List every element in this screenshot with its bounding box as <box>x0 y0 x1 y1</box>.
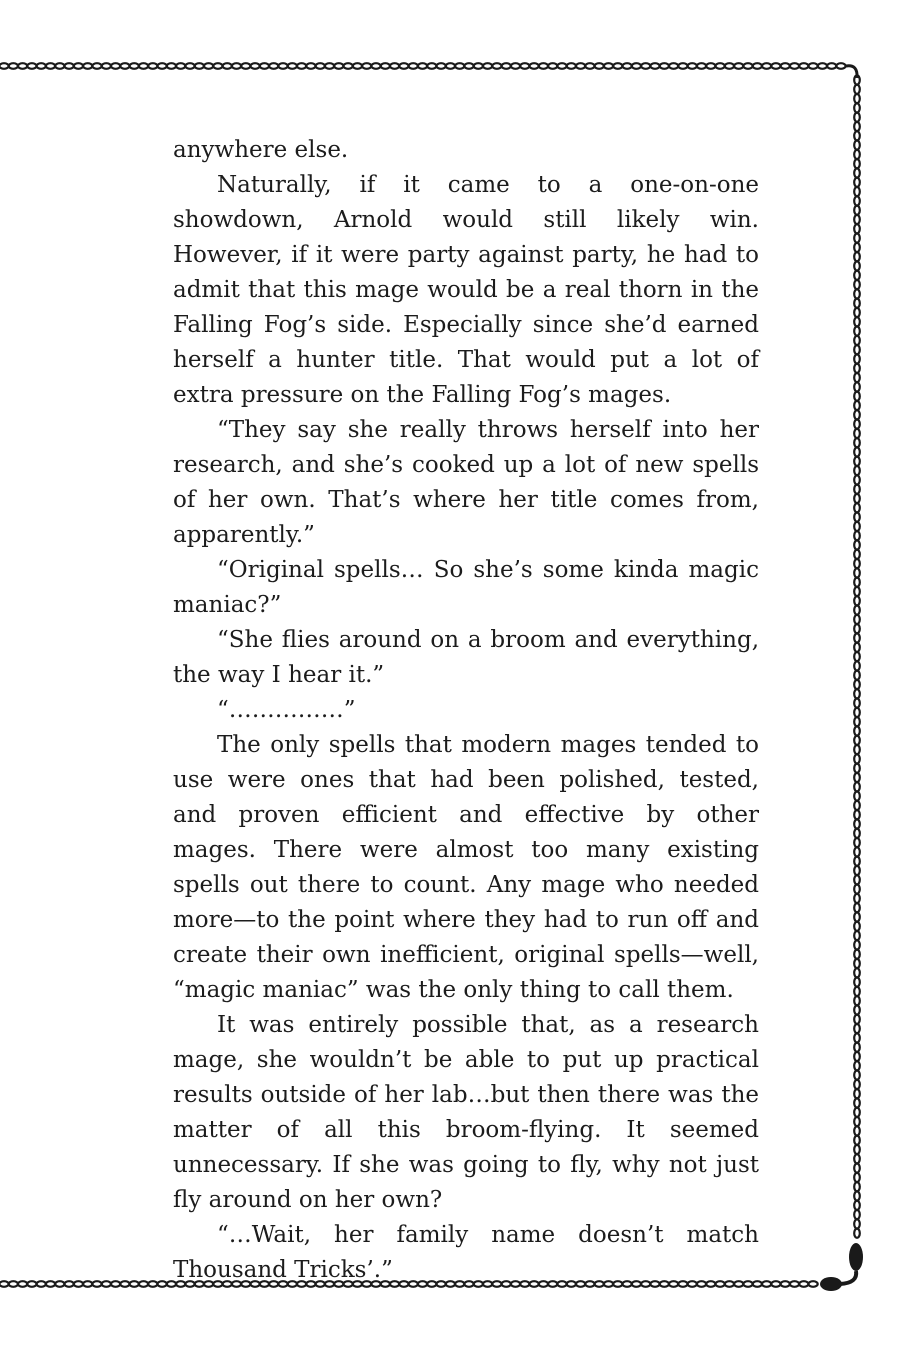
chain-link <box>854 187 860 196</box>
chain-link <box>464 63 473 69</box>
chain-link <box>158 63 167 69</box>
chain-link <box>854 857 860 866</box>
chain-link <box>762 63 771 69</box>
chain-link <box>623 63 632 69</box>
chain-link <box>854 829 860 838</box>
chain-link <box>120 63 129 69</box>
chain-link <box>854 494 860 503</box>
chain-link <box>74 63 83 69</box>
chain-link <box>854 531 860 540</box>
chain-link <box>854 466 860 475</box>
chain-link <box>854 234 860 243</box>
chain-link <box>576 63 585 69</box>
chain-link <box>55 63 64 69</box>
paragraph: “…Wait, her family name doesn’t match Thousand Tricks’.” <box>173 1222 759 1283</box>
chain-link <box>288 63 297 69</box>
paragraph: “……………” <box>217 697 356 723</box>
chain-link <box>854 801 860 810</box>
chain-link <box>306 63 315 69</box>
chain-link <box>223 63 232 69</box>
chain-link <box>65 1281 74 1287</box>
chain-link <box>344 63 353 69</box>
paragraph: “They say she really throws herself into her research, and she’s cooked up a lot of new spells of her own. That’s where her title comes from, apparently.” <box>173 417 759 548</box>
chain-link <box>83 1281 92 1287</box>
chain-link <box>854 633 860 642</box>
paragraph: “Original spells… So she’s some kinda magic maniac?” <box>173 557 759 618</box>
chain-link <box>130 1281 139 1287</box>
chain-link <box>854 940 860 949</box>
chain-link <box>195 63 204 69</box>
chain-link <box>854 345 860 354</box>
chain-link <box>854 401 860 410</box>
chain-link <box>632 63 641 69</box>
chain-link <box>809 1281 818 1287</box>
chain-link <box>854 810 860 819</box>
chain-link <box>102 63 111 69</box>
chain-link <box>854 615 860 624</box>
chain-link <box>325 63 334 69</box>
chain-link <box>818 63 827 69</box>
chain-link <box>790 63 799 69</box>
chain-link <box>139 1281 148 1287</box>
chain-link <box>771 63 780 69</box>
chain-link <box>278 63 287 69</box>
chain-link <box>854 392 860 401</box>
chain-link <box>55 1281 64 1287</box>
chain-link <box>854 1210 860 1219</box>
page-text <box>173 133 759 1288</box>
chain-link <box>854 736 860 745</box>
chain-link <box>854 94 860 103</box>
chain-link <box>854 1154 860 1163</box>
chain-link <box>854 447 860 456</box>
chain-link <box>297 63 306 69</box>
chain-link <box>854 550 860 559</box>
chain-link <box>399 63 408 69</box>
chain-link <box>854 1201 860 1210</box>
chain-link <box>158 1281 167 1287</box>
chain-link <box>9 1281 18 1287</box>
chain-link <box>854 1033 860 1042</box>
chain-link <box>836 63 845 69</box>
chain-link <box>854 559 860 568</box>
chain-link <box>641 63 650 69</box>
chain-link <box>854 308 860 317</box>
chain-link <box>92 1281 101 1287</box>
chain-link <box>511 63 520 69</box>
chain-link <box>716 63 725 69</box>
chain-link <box>854 252 860 261</box>
chain-link <box>854 1126 860 1135</box>
chain-link <box>167 63 176 69</box>
chain-link <box>854 475 860 484</box>
chain-link <box>854 847 860 856</box>
chain-link <box>854 457 860 466</box>
chain-link <box>854 317 860 326</box>
chain-link <box>854 131 860 140</box>
chain-link <box>854 1043 860 1052</box>
chain-link <box>176 63 185 69</box>
chain-link <box>799 1281 808 1287</box>
chain-link <box>854 987 860 996</box>
chain-link <box>854 1136 860 1145</box>
chain-link <box>530 63 539 69</box>
chain-link <box>232 63 241 69</box>
chain-link <box>585 63 594 69</box>
chain-link <box>854 950 860 959</box>
chain-link <box>854 1024 860 1033</box>
chain-link <box>446 63 455 69</box>
chain-border-top <box>0 63 846 69</box>
chain-link <box>854 289 860 298</box>
chain-link <box>854 196 860 205</box>
chain-link <box>854 885 860 894</box>
chain-link <box>854 1098 860 1107</box>
chain-link <box>854 680 860 689</box>
chain-link <box>854 261 860 270</box>
chain-link <box>567 63 576 69</box>
chain-link <box>781 1281 790 1287</box>
chain-link <box>120 1281 129 1287</box>
chain-link <box>854 996 860 1005</box>
chain-link <box>854 661 860 670</box>
chain-link <box>854 1108 860 1117</box>
chain-link <box>83 63 92 69</box>
chain-link <box>706 63 715 69</box>
chain-link <box>854 485 860 494</box>
chain-end-pendant <box>849 1243 863 1271</box>
chain-link <box>455 63 464 69</box>
chain-link <box>362 63 371 69</box>
chain-link <box>854 354 860 363</box>
chain-link <box>854 168 860 177</box>
chain-link <box>371 63 380 69</box>
chain-link <box>409 63 418 69</box>
chain-link <box>854 1173 860 1182</box>
chain-link <box>260 63 269 69</box>
chain-link <box>854 875 860 884</box>
chain-link <box>269 63 278 69</box>
chain-link <box>148 63 157 69</box>
chain-link <box>854 1005 860 1014</box>
chain-link <box>854 978 860 987</box>
chain-link <box>854 159 860 168</box>
chain-link <box>854 764 860 773</box>
chain-link <box>781 63 790 69</box>
chain-link <box>854 568 860 577</box>
chain-link <box>854 745 860 754</box>
chain-link <box>854 1080 860 1089</box>
chain-link <box>854 503 860 512</box>
chain-link <box>37 1281 46 1287</box>
chain-link <box>827 63 836 69</box>
chain-link <box>92 63 101 69</box>
chain-link <box>854 336 860 345</box>
chain-link <box>854 699 860 708</box>
paragraph: Naturally, if it came to a one-on-one showdown, Arnold would still likely win. However, if it were party against party, he had to admit that this mage would be a real thorn in the Falling Fog’s side. Especially since she’d earned herself a hunter title. That would put a lot of extra pressure on the Falling Fog’s mages. <box>173 172 759 408</box>
chain-link <box>557 63 566 69</box>
chain-link <box>0 1281 9 1287</box>
chain-link <box>854 959 860 968</box>
chain-link <box>854 1164 860 1173</box>
chain-link <box>130 63 139 69</box>
chain-link <box>854 643 860 652</box>
chain-link <box>854 178 860 187</box>
chain-link <box>854 717 860 726</box>
chain-link <box>854 1182 860 1191</box>
chain-link <box>251 63 260 69</box>
chain-link <box>854 1117 860 1126</box>
chain-link <box>418 63 427 69</box>
chain-link <box>854 103 860 112</box>
chain-link <box>854 792 860 801</box>
chain-link <box>520 63 529 69</box>
chain-link <box>734 63 743 69</box>
paragraph: It was entirely possible that, as a research mage, she wouldn’t be able to put up practical results outside of her lab…but then there was the matter of all this broom-flying. It seemed unnecessary. If she was going to fly, why not just fly around on her own? <box>173 1012 759 1213</box>
chain-link <box>854 652 860 661</box>
chain-link <box>799 63 808 69</box>
chain-link <box>854 1191 860 1200</box>
chain-link <box>854 587 860 596</box>
chain-link <box>213 63 222 69</box>
chain-border-right <box>854 75 860 1237</box>
chain-link <box>474 63 483 69</box>
chain-link <box>854 866 860 875</box>
chain-link <box>854 1145 860 1154</box>
chain-link <box>678 63 687 69</box>
chain-link <box>381 63 390 69</box>
chain-link <box>483 63 492 69</box>
chain-link <box>854 540 860 549</box>
chain-link <box>854 912 860 921</box>
chain-link <box>390 63 399 69</box>
chain-end-link <box>820 1277 842 1291</box>
chain-end-hook <box>840 1271 856 1284</box>
chain-link <box>854 838 860 847</box>
chain-link <box>854 1071 860 1080</box>
chain-link <box>854 1219 860 1228</box>
chain-link <box>854 624 860 633</box>
chain-link <box>111 63 120 69</box>
chain-link <box>854 689 860 698</box>
chain-link <box>854 1015 860 1024</box>
chain-link <box>725 63 734 69</box>
chain-link <box>854 382 860 391</box>
chain-link <box>854 578 860 587</box>
chain-link <box>854 773 860 782</box>
chain-link <box>9 63 18 69</box>
chain-link <box>854 122 860 131</box>
chain-link <box>854 280 860 289</box>
chain-link <box>854 1089 860 1098</box>
chain-link <box>854 141 860 150</box>
chain-link <box>854 299 860 308</box>
chain-link <box>809 63 818 69</box>
chain-link <box>27 1281 36 1287</box>
chain-link <box>854 606 860 615</box>
chain-link <box>854 271 860 280</box>
chain-link <box>46 1281 55 1287</box>
chain-link <box>854 420 860 429</box>
chain-link <box>854 931 860 940</box>
chain-link <box>854 215 860 224</box>
chain-link <box>427 63 436 69</box>
chain-link <box>854 243 860 252</box>
chain-link <box>241 63 250 69</box>
chain-link <box>854 903 860 912</box>
chain-link <box>762 1281 771 1287</box>
chain-link <box>854 429 860 438</box>
chain-link <box>854 410 860 419</box>
chain-link <box>353 63 362 69</box>
chain-link <box>613 63 622 69</box>
chain-link <box>604 63 613 69</box>
chain-link <box>204 63 213 69</box>
chain-link <box>548 63 557 69</box>
chain-link <box>27 63 36 69</box>
chain-link <box>854 1061 860 1070</box>
chain-link <box>102 1281 111 1287</box>
chain-link <box>753 63 762 69</box>
chain-link <box>854 373 860 382</box>
chain-link <box>854 726 860 735</box>
chain-link <box>854 327 860 336</box>
chain-link <box>334 63 343 69</box>
chain-link <box>854 364 860 373</box>
chain-link <box>854 522 860 531</box>
chain-link <box>65 63 74 69</box>
chain-link <box>492 63 501 69</box>
chain-link <box>46 63 55 69</box>
chain-link <box>854 708 860 717</box>
chain-link <box>854 922 860 931</box>
chain-link <box>185 63 194 69</box>
chain-link <box>111 1281 120 1287</box>
chain-link <box>688 63 697 69</box>
chain-link <box>37 63 46 69</box>
chain-link <box>697 63 706 69</box>
chain-link <box>854 113 860 122</box>
chain-link <box>854 671 860 680</box>
paragraph: The only spells that modern mages tended to use were ones that had been polished, tested, and proven efficient and effective by other mages. There were almost too many existing spells out there to count. Any mage who needed more—to the point where they had to run off and create their own inefficient, original spells—well, “magic maniac” was the only thing to call them. <box>173 732 759 1003</box>
chain-link <box>854 85 860 94</box>
chain-link <box>148 1281 157 1287</box>
chain-link <box>854 819 860 828</box>
chain-link <box>437 63 446 69</box>
chain-link <box>854 206 860 215</box>
chain-link <box>854 782 860 791</box>
chain-link <box>539 63 548 69</box>
chain-link <box>139 63 148 69</box>
chain-link <box>669 63 678 69</box>
chain-link <box>854 596 860 605</box>
chain-link <box>854 150 860 159</box>
chain-link <box>595 63 604 69</box>
paragraph: “She flies around on a broom and everything, the way I hear it.” <box>173 627 759 688</box>
chain-link <box>854 224 860 233</box>
chain-link <box>18 63 27 69</box>
chain-link <box>790 1281 799 1287</box>
chain-link <box>854 1229 860 1238</box>
chain-link <box>650 63 659 69</box>
chain-link <box>660 63 669 69</box>
paragraph: anywhere else. <box>173 137 349 163</box>
chain-link <box>854 894 860 903</box>
chain-link <box>854 438 860 447</box>
chain-link <box>18 1281 27 1287</box>
chain-link <box>854 754 860 763</box>
chain-link <box>854 1052 860 1061</box>
chain-link <box>771 1281 780 1287</box>
chain-link <box>854 968 860 977</box>
chain-link <box>0 63 9 69</box>
chain-link <box>743 63 752 69</box>
chain-link <box>316 63 325 69</box>
chain-link <box>854 513 860 522</box>
chain-link <box>74 1281 83 1287</box>
chain-link <box>502 63 511 69</box>
